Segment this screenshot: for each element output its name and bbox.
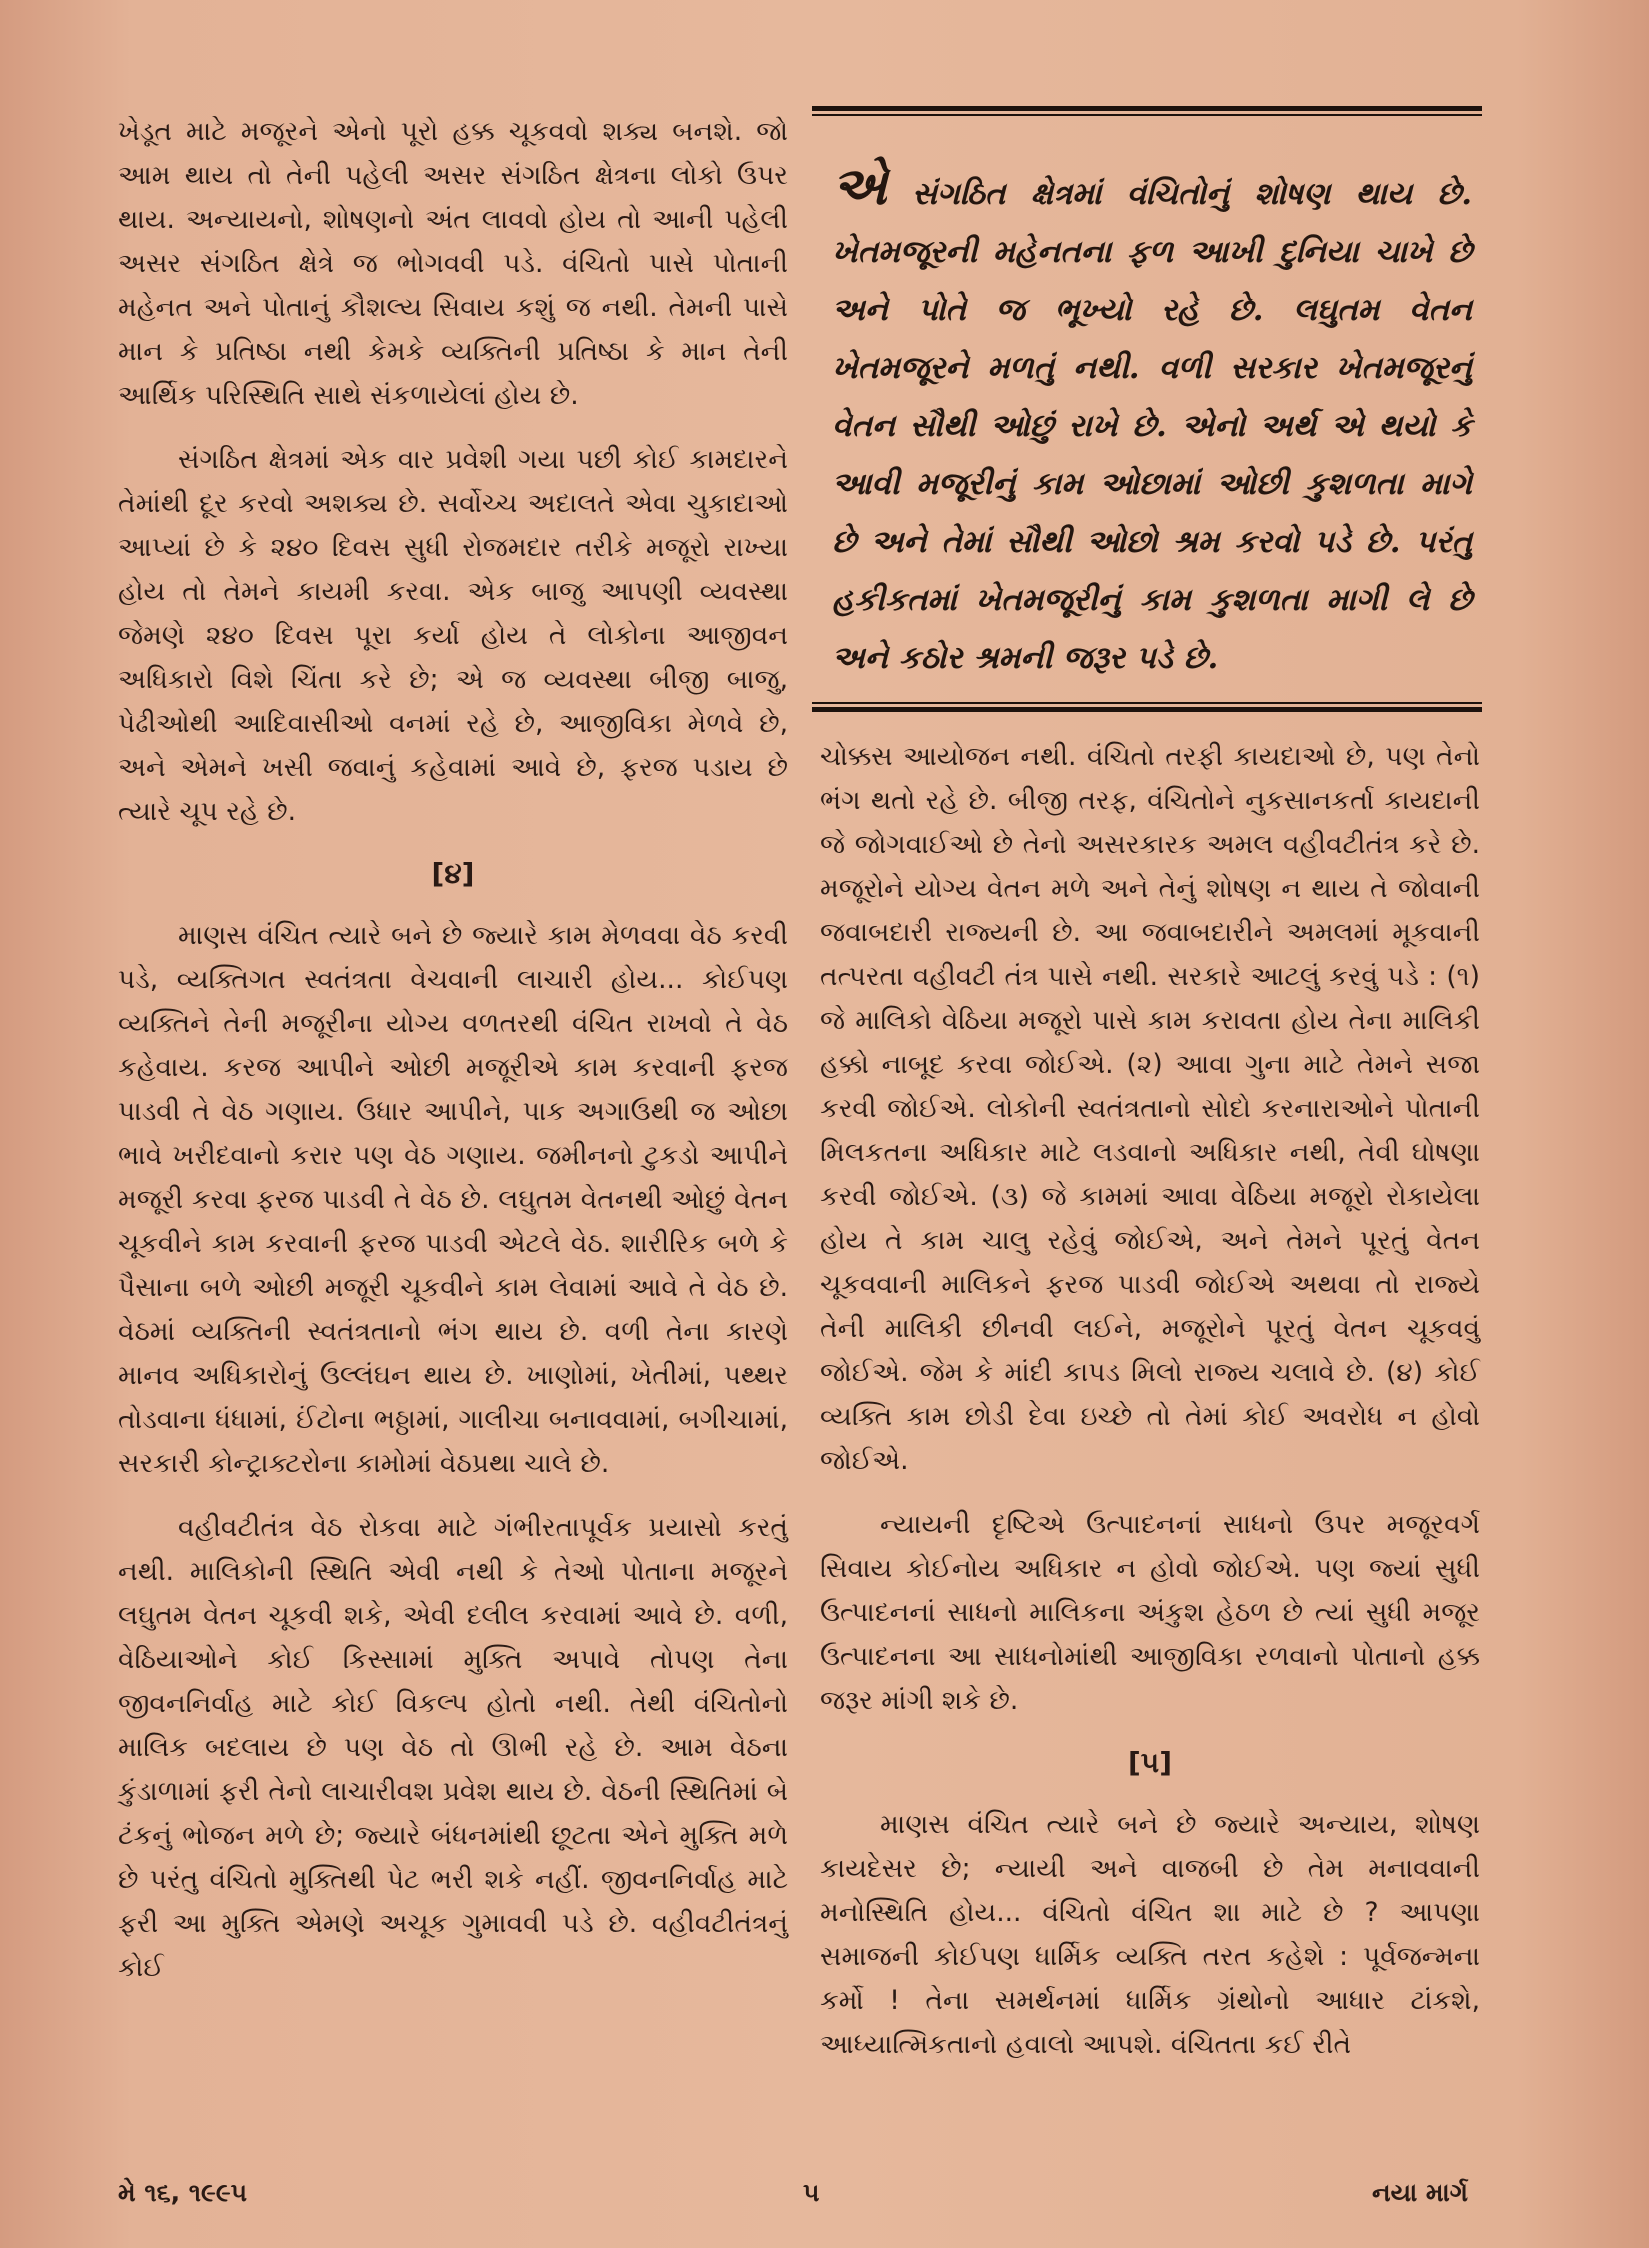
- pull-quote-bottom-rule: [812, 707, 1482, 712]
- section-number-5: [૫]: [1128, 1746, 1172, 1779]
- pull-quote-top-rule: [812, 106, 1482, 111]
- pull-quote-top-rule-thin: [812, 114, 1482, 116]
- left-paragraph-2: સંગઠિત ક્ષેત્રમાં એક વાર પ્રવેશી ગયા પછી કોઈ કામદારને તેમાંથી દૂર કરવો અશક્ય છે. સર્વોચ્ચ અદાલતે એવા ચુકાદાઓ આપ્યાં છે કે ૨૪૦ દિવસ સુધી રોજમદાર તરીકે મજૂરો રાખ્યા હોય તો તેમને કાયમી કરવા. એક બાજુ આપણી વ્યવસ્થા જેમણે ૨૪૦ દિવસ પૂરા કર્યા હોય તે લોકોના આજીવન અધિકારો વિશે ચિંતા કરે છે; એ જ વ્યવસ્થા બીજી બાજુ, પેઢીઓથી આદિવાસીઓ વનમાં રહે છે, આજીવિકા મેળવે છે, અને એમને ખસી જવાનું કહેવામાં આવે છે, ફરજ પડાય છે ત્યારે ચૂપ રહે છે.: [118, 444, 788, 827]
- left-column: [118, 110, 788, 1990]
- footer-page-number: ૫: [803, 2178, 820, 2207]
- pull-quote-body: સંગઠિત ક્ષેત્રમાં વંચિતોનું શોષણ થાય છે. ખેતમજૂરની મહેનતના ફળ આખી દુનિયા ચાખે છે અને પોતે જ ભૂખ્યો રહે છે. લઘુતમ વેતન ખેતમજૂરને મળતું નથી. વળી સરકાર ખેતમજૂરનું વેતન સૌથી ઓછું રાખે છે. એનો અર્થ એ થયો કે આવી મજૂરીનું કામ ઓછામાં ઓછી કુશળતા માગે છે અને તેમાં સૌથી ઓછો શ્રમ કરવો પડે છે. પરંતુ હકીકતમાં ખેતમજૂરીનું કામ કુશળતા માગી લે છે અને કઠોર શ્રમની જરૂર પડે છે.: [832, 176, 1472, 676]
- pull-quote-text: [832, 158, 1472, 687]
- pull-quote-dropcap: એ: [832, 156, 887, 217]
- pull-quote-box: [812, 100, 1482, 720]
- right-paragraph-2: ન્યાયની દૃષ્ટિએ ઉત્પાદનનાં સાધનો ઉપર મજૂરવર્ગ સિવાય કોઈનોય અધિકાર ન હોવો જોઈએ. પણ જ્યાં સુધી ઉત્પાદનનાં સાધનો માલિકના અંકુશ હેઠળ છે ત્યાં સુધી મજૂર ઉત્પાદનના આ સાધનોમાંથી આજીવિકા રળવાનો પોતાનો હક્ક જરૂર માંગી શકે છે.: [820, 1509, 1480, 1716]
- left-paragraph-3: માણસ વંચિત ત્યારે બને છે જ્યારે કામ મેળવવા વેઠ કરવી પડે, વ્યક્તિગત સ્વતંત્રતા વેચવાની લાચારી હોય... કોઈપણ વ્યક્તિને તેની મજૂરીના યોગ્ય વળતરથી વંચિત રાખવો તે વેઠ કહેવાય. કરજ આપીને ઓછી મજૂરીએ કામ કરવાની ફરજ પાડવી તે વેઠ ગણાય. ઉધાર આપીને, પાક અગાઉથી જ ઓછા ભાવે ખરીદવાનો કરાર પણ વેઠ ગણાય. જમીનનો ટુકડો આપીને મજૂરી કરવા ફરજ પાડવી તે વેઠ છે. લઘુતમ વેતનથી ઓછું વેતન ચૂકવીને કામ કરવાની ફરજ પાડવી એટલે વેઠ. શારીરિક બળે કે પૈસાના બળે ઓછી મજૂરી ચૂકવીને કામ લેવામાં આવે તે વેઠ છે. વેઠમાં વ્યક્તિની સ્વતંત્રતાનો ભંગ થાય છે. વળી તેના કારણે માનવ અધિકારોનું ઉલ્લંઘન થાય છે. ખાણોમાં, ખેતીમાં, પથ્થર તોડવાના ધંધામાં, ઈંટોના ભઠ્ઠામાં, ગાલીચા બનાવવામાં, બગીચામાં, સરકારી કોન્ટ્રાક્ટરોના કામોમાં વેઠપ્રથા ચાલે છે.: [118, 920, 788, 1479]
- right-column: [820, 735, 1480, 2067]
- right-paragraph-3: માણસ વંચિત ત્યારે બને છે જ્યારે અન્યાય, શોષણ કાયદેસર છે; ન્યાયી અને વાજબી છે તેમ મનાવવાની મનોસ્થિતિ હોય... વંચિતો વંચિત શા માટે છે ? આપણા સમાજની કોઈપણ ધાર્મિક વ્યક્તિ તરત કહેશે : પૂર્વજન્મના કર્મો ! તેના સમર્થનમાં ધાર્મિક ગ્રંથોનો આધાર ટાંકશે, આધ્યાત્મિકતાનો હવાલો આપશે. વંચિતતા કઈ રીતે: [820, 1809, 1480, 2060]
- left-paragraph-1: ખેડૂત માટે મજૂરને એનો પૂરો હક્ક ચૂકવવો શક્ય બનશે. જો આમ થાય તો તેની પહેલી અસર સંગઠિત ક્ષેત્રના લોકો ઉપર થાય. અન્યાયનો, શોષણનો અંત લાવવો હોય તો આની પહેલી અસર સંગઠિત ક્ષેત્રે જ ભોગવવી પડે. વંચિતો પાસે પોતાની મહેનત અને પોતાનું કૌશલ્ય સિવાય કશું જ નથી. તેમની પાસે માન કે પ્રતિષ્ઠા નથી કેમકે વ્યક્તિની પ્રતિષ્ઠા કે માન તેની આર્થિક પરિસ્થિતિ સાથે સંકળાયેલાં હોય છે.: [118, 116, 788, 411]
- right-paragraph-1: ચોક્કસ આયોજન નથી. વંચિતો તરફી કાયદાઓ છે, પણ તેનો ભંગ થતો રહે છે. બીજી તરફ, વંચિતોને નુકસાનકર્તા કાયદાની જે જોગવાઈઓ છે તેનો અસરકારક અમલ વહીવટીતંત્ર કરે છે. મજૂરોને યોગ્ય વેતન મળે અને તેનું શોષણ ન થાય તે જોવાની જવાબદારી રાજ્યની છે. આ જવાબદારીને અમલમાં મૂકવાની તત્પરતા વહીવટી તંત્ર પાસે નથી. સરકારે આટલું કરવું પડે : (૧) જે માલિકો વેઠિયા મજૂરો પાસે કામ કરાવતા હોય તેના માલિકી હક્કો નાબૂદ કરવા જોઈએ. (૨) આવા ગુના માટે તેમને સજા કરવી જોઈએ. લોકોની સ્વતંત્રતાનો સોદો કરનારાઓને પોતાની મિલકતના અધિકાર માટે લડવાનો અધિકાર નથી, તેવી ઘોષણા કરવી જોઈએ. (૩) જે કામમાં આવા વેઠિયા મજૂરો રોકાયેલા હોય તે કામ ચાલુ રહેવું જોઈએ, અને તેમને પૂરતું વેતન ચૂકવવાની માલિકને ફરજ પાડવી જોઈએ અથવા તો રાજ્યે તેની માલિકી છીનવી લઈને, મજૂરોને પૂરતું વેતન ચૂકવવું જોઈએ. જેમ કે માંદી કાપડ મિલો રાજ્ય ચલાવે છે. (૪) કોઈ વ્યક્તિ કામ છોડી દેવા ઇચ્છે તો તેમાં કોઈ અવરોધ ન હોવો જોઈએ.: [820, 741, 1480, 1476]
- footer-date: મે ૧૬, ૧૯૯૫: [118, 2178, 248, 2207]
- section-number-4: [૪]: [431, 857, 475, 890]
- footer-publication-name: નયા માર્ગ: [1372, 2178, 1468, 2207]
- pull-quote-bottom-rule-thin: [812, 702, 1482, 704]
- left-paragraph-4: વહીવટીતંત્ર વેઠ રોકવા માટે ગંભીરતાપૂર્વક પ્રયાસો કરતું નથી. માલિકોની સ્થિતિ એવી નથી કે તેઓ પોતાના મજૂરને લઘુતમ વેતન ચૂકવી શકે, એવી દલીલ કરવામાં આવે છે. વળી, વેઠિયાઓને કોઈ કિસ્સામાં મુક્તિ અપાવે તોપણ તેના જીવનનિર્વાહ માટે કોઈ વિકલ્પ હોતો નથી. તેથી વંચિતોનો માલિક બદલાય છે પણ વેઠ તો ઊભી રહે છે. આમ વેઠના કુંડાળામાં ફરી તેનો લાચારીવશ પ્રવેશ થાય છે. વેઠની સ્થિતિમાં બે ટંકનું ભોજન મળે છે; જ્યારે બંધનમાંથી છૂટતા એને મુક્તિ મળે છે પરંતુ વંચિતો મુક્તિથી પેટ ભરી શકે નહીં. જીવનનિર્વાહ માટે ફરી આ મુક્તિ એમણે અચૂક ગુમાવવી પડે છે. વહીવટીતંત્રનું કોઈ: [118, 1512, 788, 1983]
